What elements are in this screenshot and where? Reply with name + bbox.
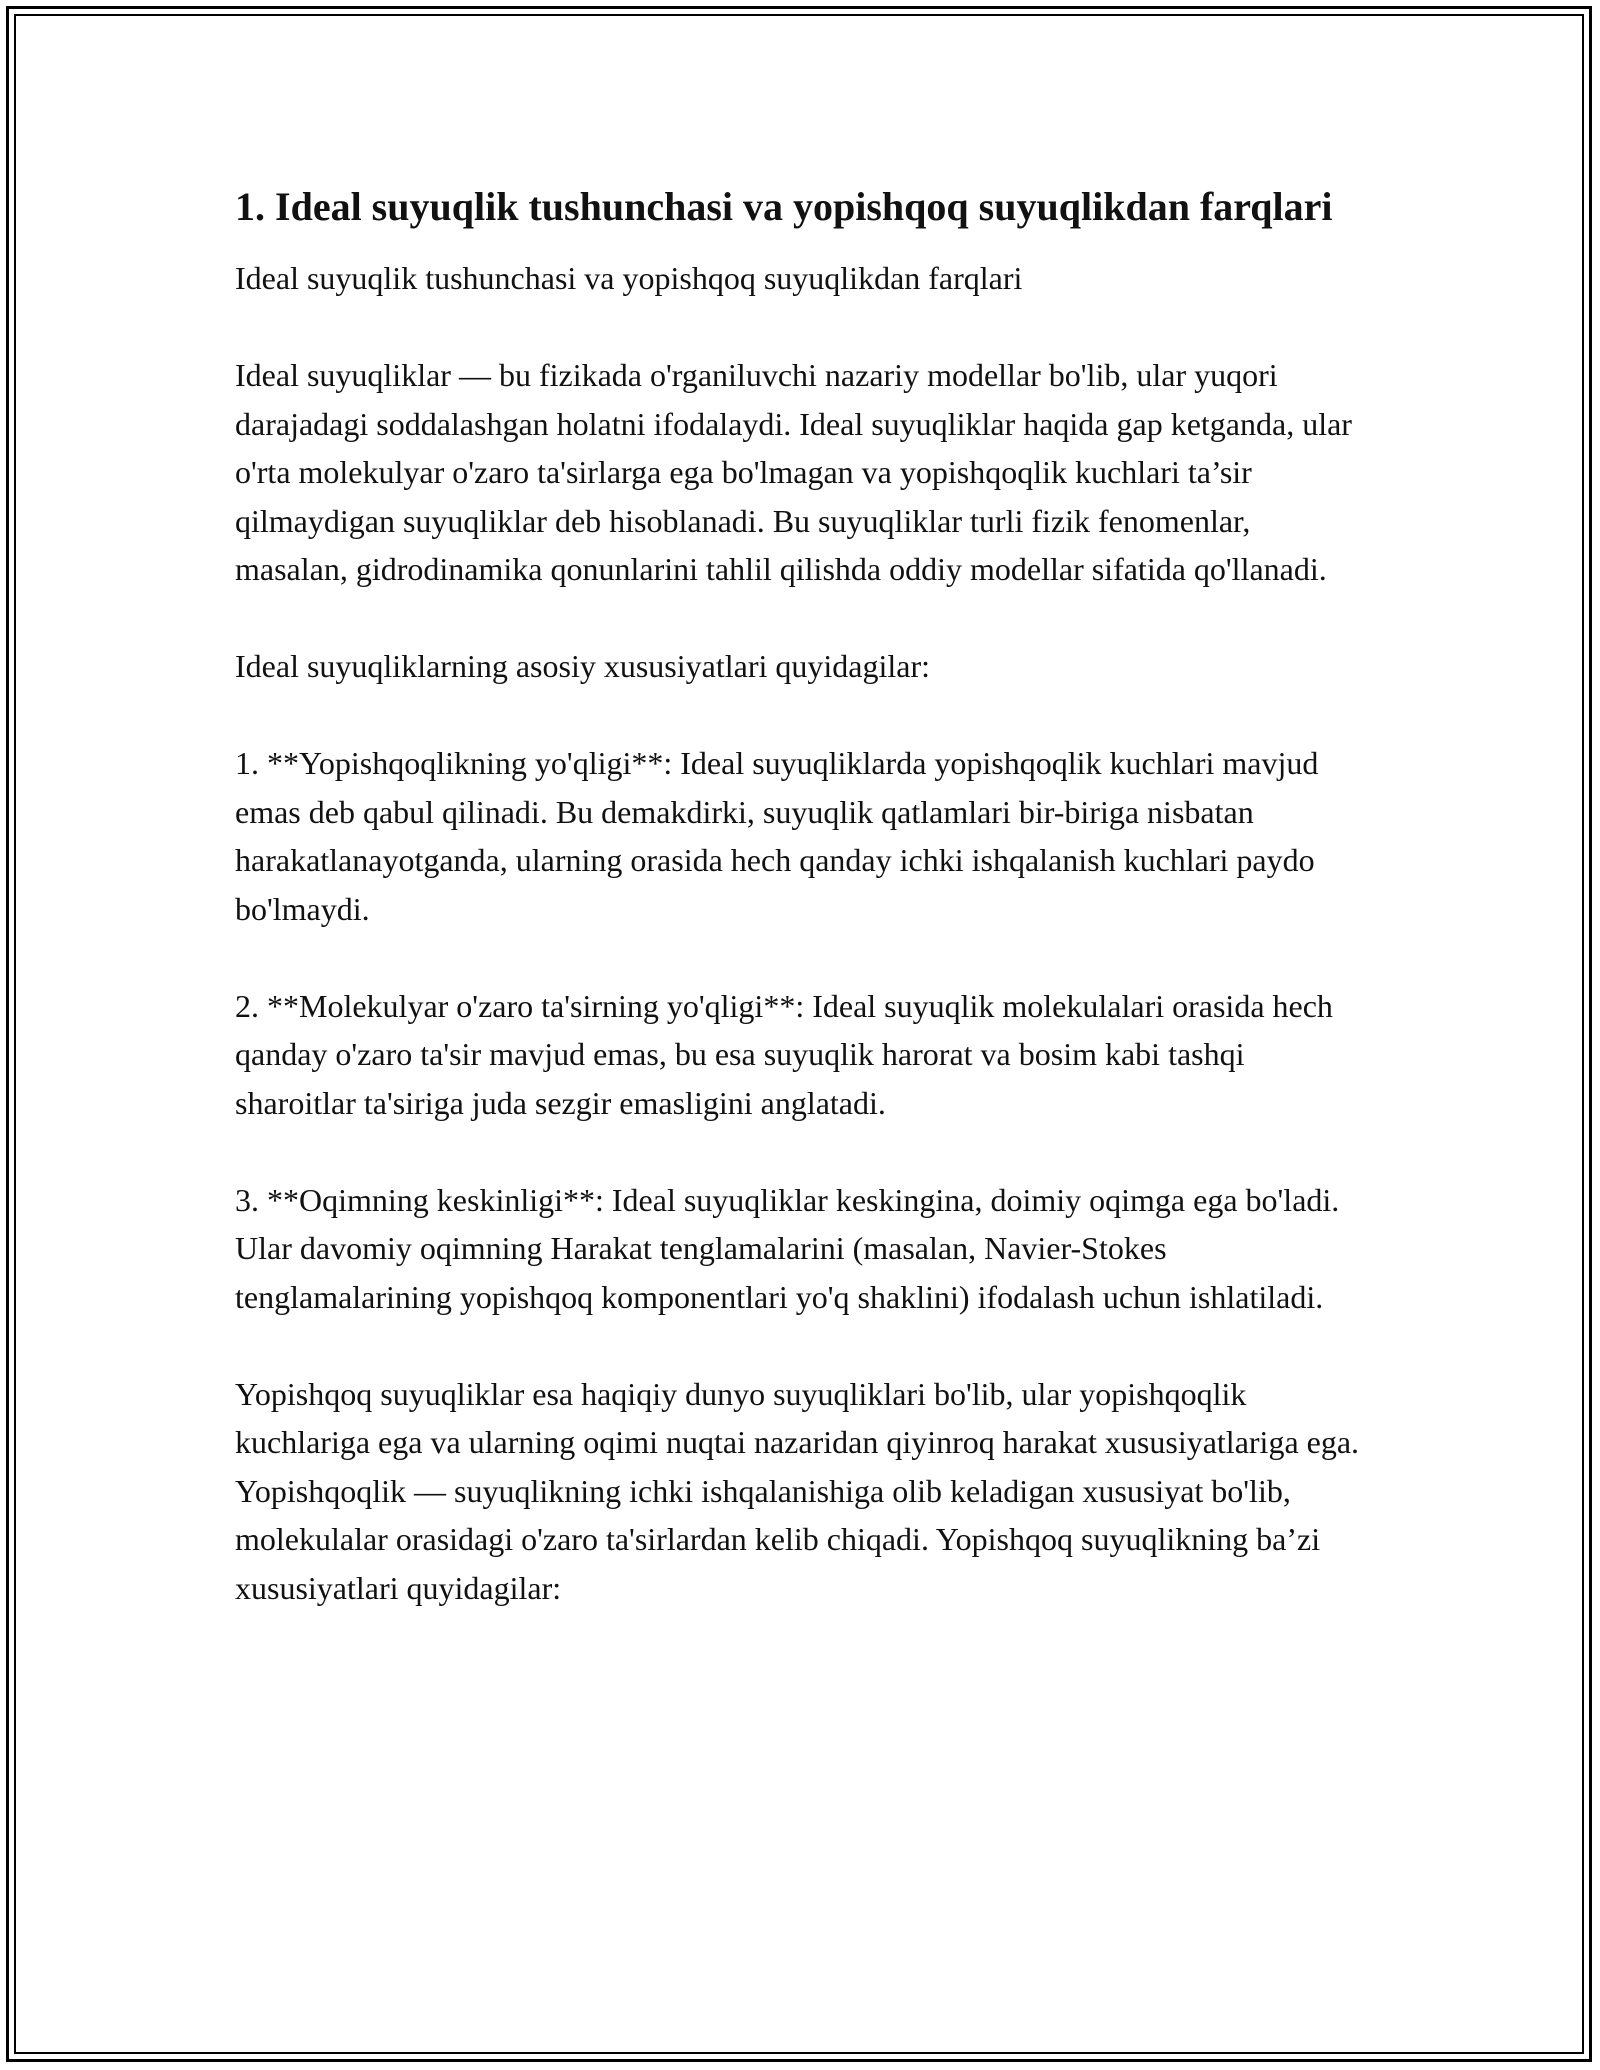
paragraph-list-lead: Ideal suyuqliklarning asosiy xususiyatlari quyidagilar: [235,648,930,684]
list-item-2: 2. **Molekulyar o'zaro ta'sirning yo'qligi**: Ideal suyuqlik molekulalari orasida hech qanday o'zaro ta'sir mavjud emas, bu esa suyuqlik harorat va bosim kabi tashqi sharoitlar ta'siriga juda sezgir emasligini anglatadi. [235,987,1333,1121]
list-item-3: 3. **Oqimning keskinligi**: Ideal suyuqliklar keskingina, doimiy oqimga ega bo'ladi. Ular davomiy oqimning Harakat tenglamalarini (masalan, Navier-Stokes tenglamalarining yopishqoq komponentlari yo'q shaklini) ifodalash uchun ishlatiladi. [235,1181,1340,1315]
paragraph-viscous: Yopishqoq suyuqliklar esa haqiqiy dunyo suyuqliklari bo'lib, ular yopishqoqlik kuchlariga ega va ularning oqimi nuqtai nazaridan qiyinroq harakat xususiyatlariga ega. Yopishqoqlik — suyuqlikning ichki ishqalanishiga olib keladigan xususiyat bo'lib, molekulalar orasidagi o'zaro ta'sirlardan kelib chiqadi. Yopishqoq suyuqlikning ba’zi xususiyatlari quyidagilar: [235,1375,1360,1606]
document-body [235,180,1365,1661]
paragraph-intro: Ideal suyuqliklar — bu fizikada o'rganiluvchi nazariy modellar bo'lib, ular yuqori darajadagi soddalashgan holatni ifodalaydi. Ideal suyuqliklar haqida gap ketganda, ular o'rta molekulyar o'zaro ta'sirlarga ega bo'lmagan va yopishqoqlik kuchlari ta’sir qilmaydigan suyuqliklar deb hisoblanadi. Bu suyuqliklar turli fizik fenomenlar, masalan, gidrodinamika qonunlarini tahlil qilishda oddiy modellar sifatida qo'llanadi. [235,357,1352,587]
paragraph-subtitle: Ideal suyuqlik tushunchasi va yopishqoq suyuqlikdan farqlari [235,260,1023,296]
document-title: 1. Ideal suyuqlik tushunchasi va yopishqoq suyuqlikdan farqlari [235,184,1333,229]
list-item-1: 1. **Yopishqoqlikning yo'qligi**: Ideal suyuqliklarda yopishqoqlik kuchlari mavjud emas deb qabul qilinadi. Bu demakdirki, suyuqlik qatlamlari bir-biriga nisbatan harakatlanayotganda, ularning orasida hech qanday ichki ishqalanish kuchlari paydo bo'lmaydi. [235,745,1319,927]
